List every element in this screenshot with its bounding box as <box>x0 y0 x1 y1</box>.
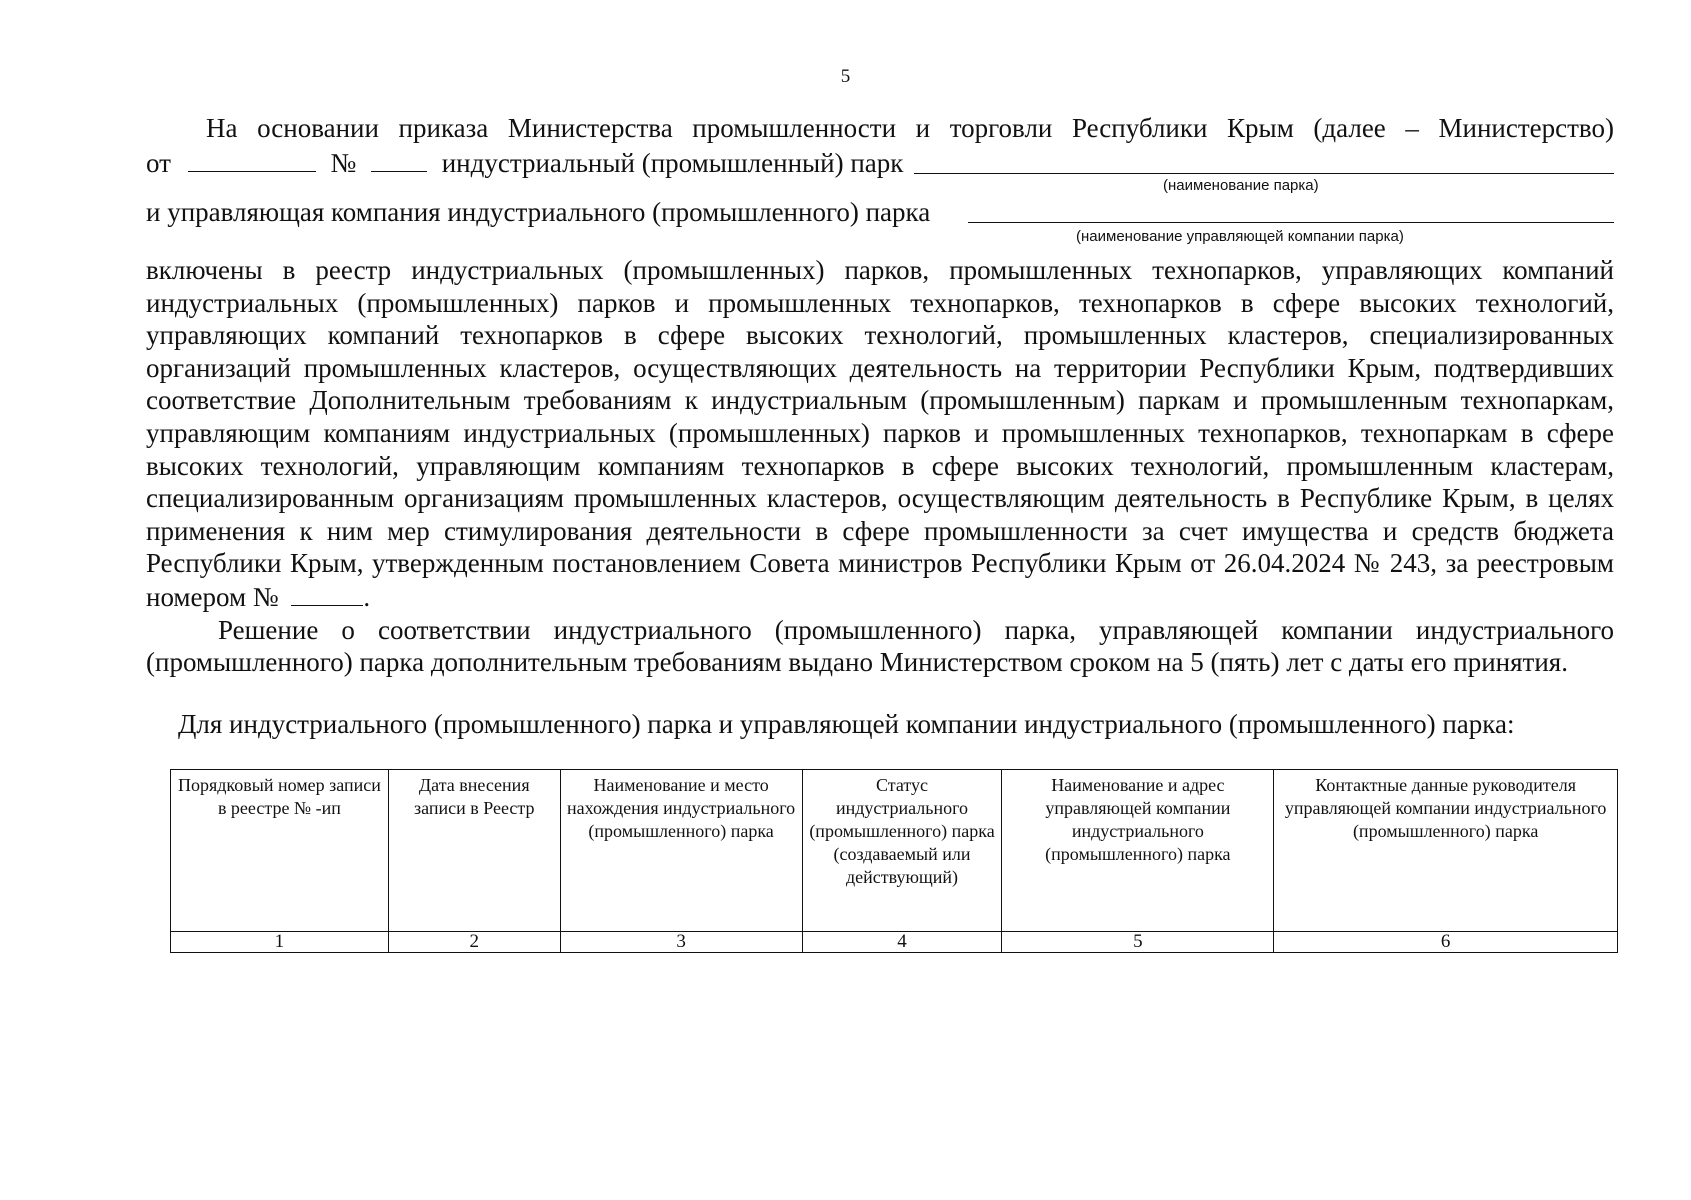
header-cell-manager-contacts: Контактные данные руководителя управляющей компании индустриального (промышленного) парка <box>1274 770 1618 932</box>
registry-table <box>170 769 1618 953</box>
register-number-label: номером № <box>146 582 279 612</box>
body-line: соответствие Дополнительным требованиям к индустриальным (промышленным) паркам и промышленным технопаркам, <box>146 385 1614 416</box>
order-date-blank <box>188 147 316 172</box>
column-number-cell: 5 <box>1002 932 1274 953</box>
column-number-cell: 6 <box>1274 932 1618 953</box>
column-number-cell: 1 <box>171 932 389 953</box>
body-line: индустриальных (промышленных) парков и промышленных технопарков, технопарков в сфере высоких технологий, <box>146 287 1614 318</box>
order-number-blank <box>371 147 427 172</box>
decision-line-1: Решение о соответствии индустриального (промышленного) парка, управляющей компании индустриального <box>218 615 1614 645</box>
header-cell-park-name-location: Наименование и место нахождения индустриального (промышленного) парка <box>560 770 802 932</box>
body-line: специализированным организациям промышленных кластеров, осуществляющим деятельность в Республике Крым, в целях <box>146 483 1614 514</box>
table-number-row <box>171 932 1618 953</box>
body-line: Республики Крым, утвержденным постановлением Совета министров Республики Крым от 26.04.2024 № 243, за реестровым <box>146 548 1614 579</box>
table-header-row <box>171 770 1618 932</box>
table-intro: Для индустриального (промышленного) парка и управляющей компании индустриального (промышленного) парка: <box>178 709 1515 739</box>
intro-line-1: На основании приказа Министерства промышленности и торговли Республики Крым (далее – Министерство) <box>206 113 1614 143</box>
body-line: организаций промышленных кластеров, осуществляющих деятельность на территории Республики Крым, подтвердивших <box>146 352 1614 383</box>
park-name-caption: (наименование парка) <box>1163 177 1319 194</box>
number-sign: № <box>330 148 357 178</box>
register-number-line <box>146 581 370 613</box>
header-cell-park-status: Статус индустриального (промышленного) парка (создаваемый или действующий) <box>802 770 1002 932</box>
page-number: 5 <box>840 66 851 87</box>
column-number-cell: 4 <box>802 932 1002 953</box>
decision-line-2: (промышленного) парка дополнительным требованиям выдано Министерством сроком на 5 (пять) лет с даты его принятия. <box>146 647 1568 677</box>
body-line: управляющих компаний технопарков в сфере высоких технологий, промышленных кластеров, специализированных <box>146 320 1614 351</box>
column-number-cell: 3 <box>560 932 802 953</box>
company-name-blank <box>968 222 1614 223</box>
column-number-cell: 2 <box>388 932 560 953</box>
register-number-blank <box>291 581 363 606</box>
body-line: управляющим компаниям индустриальных (промышленных) парков и промышленных технопарков, технопаркам в сфере <box>146 418 1614 448</box>
register-number-end: . <box>363 582 371 612</box>
header-cell-entry-date: Дата внесения записи в Реестр <box>388 770 560 932</box>
company-name-caption: (наименование управляющей компании парка) <box>1076 228 1404 245</box>
body-line: включены в реестр индустриальных (промышленных) парков, промышленных технопарков, управляющих компаний <box>146 255 1614 285</box>
from-label: от <box>146 148 171 178</box>
body-line: высоких технологий, управляющим компаниям технопарков в сфере высоких технологий, промышленным кластерам, <box>146 450 1614 481</box>
park-label: индустриальный (промышленный) парк <box>441 148 904 178</box>
header-cell-company-name-address: Наименование и адрес управляющей компании индустриального (промышленного) парка <box>1002 770 1274 932</box>
intro-line-2 <box>146 147 903 179</box>
header-cell-record-number: Порядковый номер записи в реестре № -ип <box>171 770 389 932</box>
body-line: применения к ним мер стимулирования деятельности в сфере промышленности за счет имущества и средств бюджета <box>146 515 1614 546</box>
intro-line-3: и управляющая компания индустриального (промышленного) парка <box>146 197 931 227</box>
park-name-blank <box>914 173 1614 174</box>
